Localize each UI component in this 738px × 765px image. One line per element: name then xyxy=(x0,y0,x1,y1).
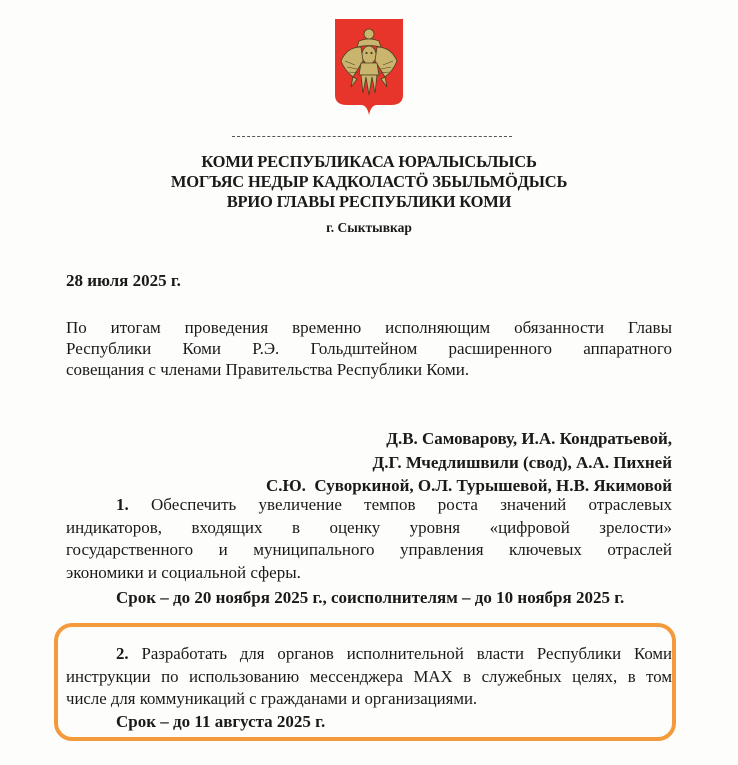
document-header xyxy=(0,152,738,212)
intro-line: совещания с членами Правительства Республики Коми. xyxy=(66,360,470,379)
addressee-line: Д.В. Самоварову, И.А. Кондратьевой, xyxy=(386,429,672,448)
instruction-item-1 xyxy=(66,494,672,610)
intro-line: Республики Коми Р.Э. Гольдштейном расширенного аппаратного xyxy=(66,339,672,358)
item-deadline: Срок – до 20 ноября 2025 г., соисполнителям – до 10 ноября 2025 г. xyxy=(116,588,625,607)
item-line xyxy=(66,643,672,666)
intro-paragraph xyxy=(66,317,672,380)
item-line xyxy=(66,494,672,517)
item-number: 2. xyxy=(116,644,129,663)
item-line: инструкции по использованию мессенджера MAX в служебных целях, в том xyxy=(66,666,672,686)
item-number: 1. xyxy=(116,495,129,514)
komi-coat-of-arms-icon xyxy=(333,17,405,117)
header-line: КОМИ РЕСПУБЛИКАСА ЮРАЛЫСЬЛЫСЬ xyxy=(201,152,537,171)
item-line: государственного и муниципального управления ключевых отраслей xyxy=(66,540,672,559)
item-line: числе для коммуникаций с гражданами и организациями. xyxy=(66,689,478,708)
addressee-line: Д.Г. Мчедлишвили (свод), А.А. Пихней xyxy=(372,452,672,472)
item-deadline: Срок – до 11 августа 2025 г. xyxy=(116,711,326,731)
item-line: индикаторов, входящих в оценку уровня «цифровой зрелости» xyxy=(66,517,672,537)
addressee-line: С.Ю. Суворкиной, О.Л. Турышевой, Н.В. Якимовой xyxy=(265,476,672,495)
header-line: ВРИО ГЛАВЫ РЕСПУБЛИКИ КОМИ xyxy=(226,192,512,211)
header-line: МОГЪЯС НЕДЫР КАДКОЛАСТӦ ЗБЫЛЬМӦДЫСЬ xyxy=(170,172,568,191)
item-text: Разработать для органов исполнительной власти Республики Коми xyxy=(141,644,672,663)
header-separator xyxy=(232,136,512,137)
addressees-block xyxy=(266,427,672,498)
instruction-item-2 xyxy=(66,643,672,733)
item-line: экономики и социальной сферы. xyxy=(66,562,301,582)
intro-line: По итогам проведения временно исполняющим обязанности Главы xyxy=(66,318,672,337)
document-date: 28 июля 2025 г. xyxy=(66,271,181,290)
item-text: Обеспечить увеличение темпов роста значений отраслевых xyxy=(151,495,673,514)
city: г. Сыктывкар xyxy=(326,220,412,235)
